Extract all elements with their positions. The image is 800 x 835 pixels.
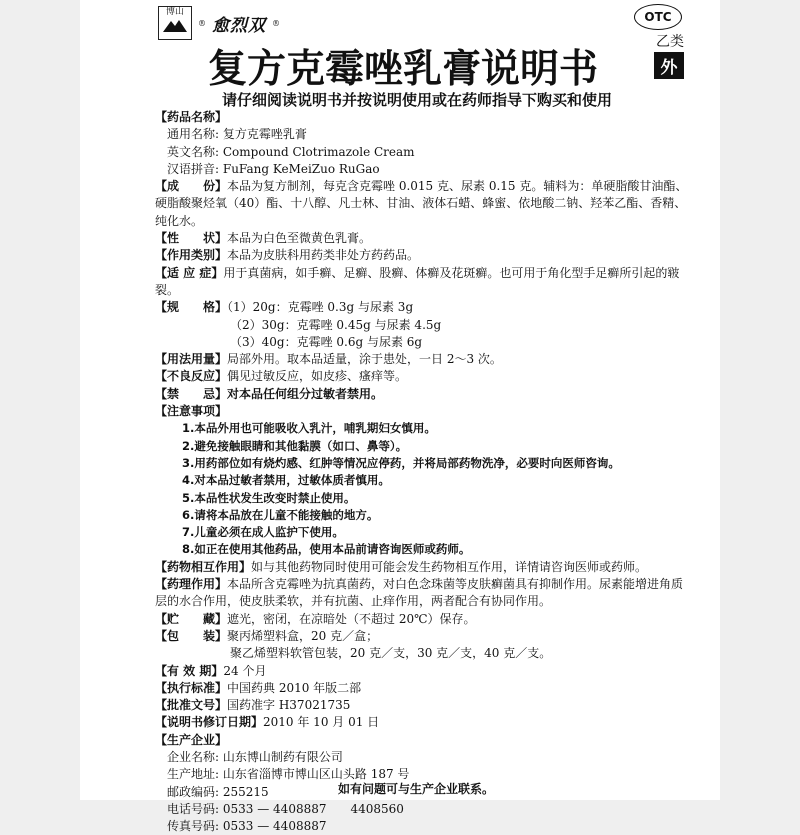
drug-name-header: 【药品名称】 — [155, 110, 228, 124]
dosage-label: 【用法用量】 — [155, 352, 228, 367]
section-contraindications — [155, 386, 695, 403]
section-adverse — [155, 368, 695, 385]
manufacturer-row — [155, 749, 695, 766]
section-package — [155, 628, 695, 645]
leaflet-page — [80, 0, 720, 834]
precaution-item: 4.对本品过敏者禁用，过敏体质者慎用。 — [182, 473, 390, 488]
brand-logo — [158, 6, 192, 40]
precautions-label: 【注意事项】 — [155, 404, 228, 419]
approval-value: 国药准字 H37021735 — [227, 698, 351, 713]
approval-label: 【批准文号】 — [155, 698, 228, 713]
precaution-item: 8.如正在使用其他药品，使用本品前请咨询医师或药师。 — [182, 542, 471, 557]
mountain-icon — [162, 17, 188, 33]
registered-mark: ® — [198, 18, 206, 28]
pharmacology-value: 本品所含克霉唑为抗真菌药，对白色念珠菌等皮肤癣菌具有抑制作用。尿素能增进角质层的水合作用，使皮肤柔软，并有抗菌、止痒作用，两者配合有协同作用。 — [155, 577, 684, 609]
manufacturer-row — [155, 818, 695, 835]
revision-label: 【说明书修订日期】 — [155, 715, 264, 730]
section-indications — [155, 265, 695, 300]
name-row — [155, 161, 695, 178]
dosage-value: 局部外用。取本品适量，涂于患处，一日 2～3 次。 — [227, 352, 502, 367]
section-precautions — [155, 403, 695, 420]
package-item: 聚乙烯塑料软管包装，20 克／支，30 克／支，40 克／支。 — [230, 646, 552, 661]
interactions-label: 【药物相互作用】 — [155, 559, 252, 574]
section-pharmacology — [155, 576, 695, 611]
name-value: 复方克霉唑乳膏 — [222, 127, 307, 142]
otc-category: 乙类 — [656, 34, 684, 50]
adverse-value: 偶见过敏反应，如皮疹、瘙痒等。 — [227, 369, 408, 384]
brand-name: 愈烈双 — [212, 15, 266, 36]
section-specs — [155, 299, 695, 316]
manufacturer-row-value: 0533 — 4408887 4408560 — [222, 801, 404, 816]
section-properties — [155, 230, 695, 247]
manufacturer-row-label: 电话号码: — [167, 801, 220, 816]
precaution-item: 2.避免接触眼睛和其他黏膜（如口、鼻等）。 — [182, 438, 408, 453]
page-title: 复方克霉唑乳膏说明书 — [208, 47, 599, 92]
interactions-value: 如与其他药物同时使用可能会发生药物相互作用，详情请咨询医师或药师。 — [251, 559, 648, 574]
precaution-item: 3.用药部位如有烧灼感、红肿等情况应停药，并将局部药物洗净，必要时向医师咨询。 — [182, 455, 620, 470]
indications-label: 【适 应 症】 — [155, 265, 224, 280]
precaution-item: 6.请将本品放在儿童不能接触的地方。 — [182, 507, 379, 522]
page-subtitle: 请仔细阅读说明书并按说明使用或在药师指导下购买和使用 — [222, 91, 613, 109]
manufacturer-row-label: 邮政编码: — [167, 784, 220, 799]
external-use-badge: 外 — [654, 52, 684, 79]
manufacturer-label: 【生产企业】 — [155, 732, 228, 747]
category-label: 【作用类别】 — [155, 248, 228, 263]
leaflet-body — [155, 109, 695, 835]
section-validity — [155, 663, 695, 680]
brand-logo-text: 博山 — [165, 7, 184, 17]
package-row — [155, 645, 695, 662]
name-label: 汉语拼音: — [167, 161, 220, 176]
section-storage — [155, 611, 695, 628]
standard-label: 【执行标准】 — [155, 680, 228, 695]
manufacturer-row-label: 企业名称: — [167, 749, 220, 764]
section-composition — [155, 178, 695, 230]
brand-header — [158, 6, 280, 40]
registered-mark-2: ® — [272, 18, 280, 28]
composition-value: 本品为复方制剂，每克含克霉唑 0.015 克、尿素 0.15 克。辅料为：单硬脂酸甘油酯、硬脂酸聚烃氧（40）酯、十八醇、凡士林、甘油、液体石蜡、蜂蜜、依地酸二钠、羟苯乙酯、香精、纯化水。 — [155, 179, 688, 228]
section-approval — [155, 697, 695, 714]
storage-value: 遮光，密闭，在凉暗处（不超过 20℃）保存。 — [227, 611, 476, 626]
specs-label: 【规 格】 — [155, 300, 228, 315]
manufacturer-row-value: 0533 — 4408887 — [222, 819, 327, 834]
storage-label: 【贮 藏】 — [155, 611, 228, 626]
pharmacology-label: 【药理作用】 — [155, 577, 228, 592]
manufacturer-row-label: 生产地址: — [167, 767, 220, 782]
name-label: 通用名称: — [167, 127, 220, 142]
manufacturer-row-value: 255215 — [222, 784, 269, 799]
manufacturer-row-value: 山东博山制药有限公司 — [222, 749, 343, 764]
revision-value: 2010 年 10 月 01 日 — [263, 715, 380, 730]
name-value: Compound Clotrimazole Cream — [222, 144, 415, 159]
name-row — [155, 126, 695, 143]
spec-row — [155, 334, 695, 351]
section-drug-name — [155, 109, 695, 126]
composition-label: 【成 份】 — [155, 179, 228, 194]
section-standard — [155, 680, 695, 697]
name-value: FuFang KeMeiZuo RuGao — [222, 161, 380, 176]
spec-item: （1）20g：克霉唑 0.3g 与尿素 3g — [227, 300, 414, 315]
section-dosage — [155, 351, 695, 368]
validity-label: 【有 效 期】 — [155, 663, 224, 678]
precaution-item: 5.本品性状发生改变时禁止使用。 — [182, 490, 356, 505]
precaution-item: 7.儿童必须在成人监护下使用。 — [182, 525, 344, 540]
contra-value: 对本品任何组分过敏者禁用。 — [227, 386, 384, 401]
section-category — [155, 247, 695, 264]
contra-label: 【禁 忌】 — [155, 386, 228, 401]
indications-value: 用于真菌病，如手癣、足癣、股癣、体癣及花斑癣。也可用于角化型手足癣所引起的皲裂。 — [155, 265, 680, 297]
package-item: 聚丙烯塑料盒，20 克／盒； — [227, 628, 379, 643]
properties-label: 【性 状】 — [155, 231, 228, 246]
manufacturer-row — [155, 801, 695, 818]
manufacturer-row-value: 山东省淄博市博山区山头路 187 号 — [222, 767, 410, 782]
footer-note: 如有问题可与生产企业联系。 — [338, 782, 495, 796]
properties-value: 本品为白色至微黄色乳膏。 — [227, 231, 372, 246]
spec-item: （3）40g：克霉唑 0.6g 与尿素 6g — [230, 334, 423, 349]
standard-value: 中国药典 2010 年版二部 — [227, 680, 362, 695]
section-manufacturer — [155, 732, 695, 749]
manufacturer-row-label: 传真号码: — [167, 819, 220, 834]
package-label: 【包 装】 — [155, 628, 228, 643]
section-revision — [155, 714, 695, 731]
otc-badge: OTC — [634, 4, 682, 30]
validity-value: 24 个月 — [223, 663, 267, 678]
category-value: 本品为皮肤科用药类非处方药药品。 — [227, 248, 420, 263]
section-interactions — [155, 559, 695, 576]
adverse-label: 【不良反应】 — [155, 369, 228, 384]
spec-item: （2）30g：克霉唑 0.45g 与尿素 4.5g — [230, 317, 442, 332]
spec-row — [155, 317, 695, 334]
precaution-item: 1.本品外用也可能吸收入乳汁，哺乳期妇女慎用。 — [182, 421, 436, 436]
name-row — [155, 144, 695, 161]
name-label: 英文名称: — [167, 144, 220, 159]
